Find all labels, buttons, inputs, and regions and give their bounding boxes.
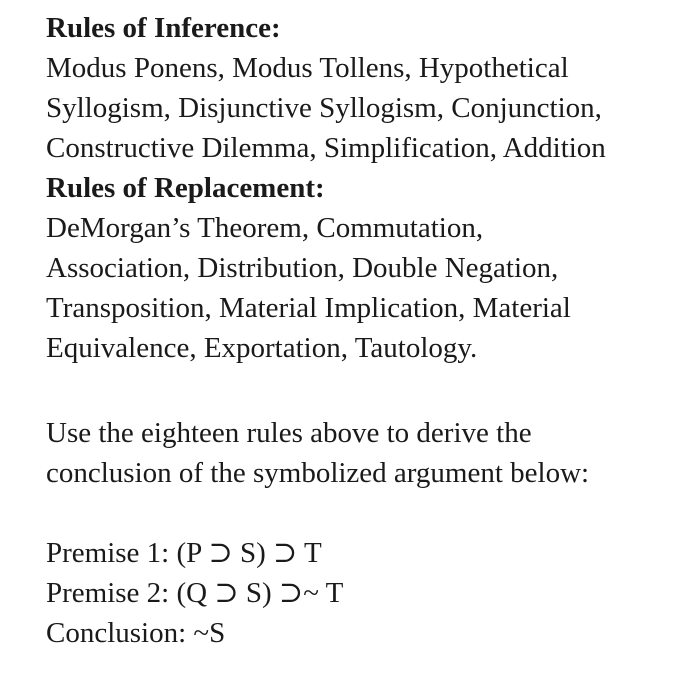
rules-of-inference-heading: Rules of Inference: (46, 12, 281, 44)
replacement-line: Association, Distribution, Double Negation, (46, 252, 559, 284)
instruction-line: conclusion of the symbolized argument below: (46, 457, 590, 489)
replacement-line: Equivalence, Exportation, Tautology. (46, 332, 478, 364)
replacement-line: Transposition, Material Implication, Material (46, 292, 571, 324)
instruction-line: Use the eighteen rules above to derive the (46, 417, 532, 449)
premise-2: Premise 2: (Q ⊃ S) ⊃~ T (46, 577, 344, 609)
inference-line: Syllogism, Disjunctive Syllogism, Conjunction, (46, 92, 602, 124)
conclusion: Conclusion: ~S (46, 617, 226, 649)
rules-of-replacement-heading: Rules of Replacement: (46, 172, 325, 204)
problem-text (46, 8, 686, 653)
inference-line: Modus Ponens, Modus Tollens, Hypothetical (46, 52, 569, 84)
premise-1: Premise 1: (P ⊃ S) ⊃ T (46, 537, 322, 569)
replacement-line: DeMorgan’s Theorem, Commutation, (46, 212, 484, 244)
spacer (46, 493, 686, 533)
inference-line: Constructive Dilemma, Simplification, Addition (46, 132, 606, 164)
spacer (46, 368, 686, 413)
